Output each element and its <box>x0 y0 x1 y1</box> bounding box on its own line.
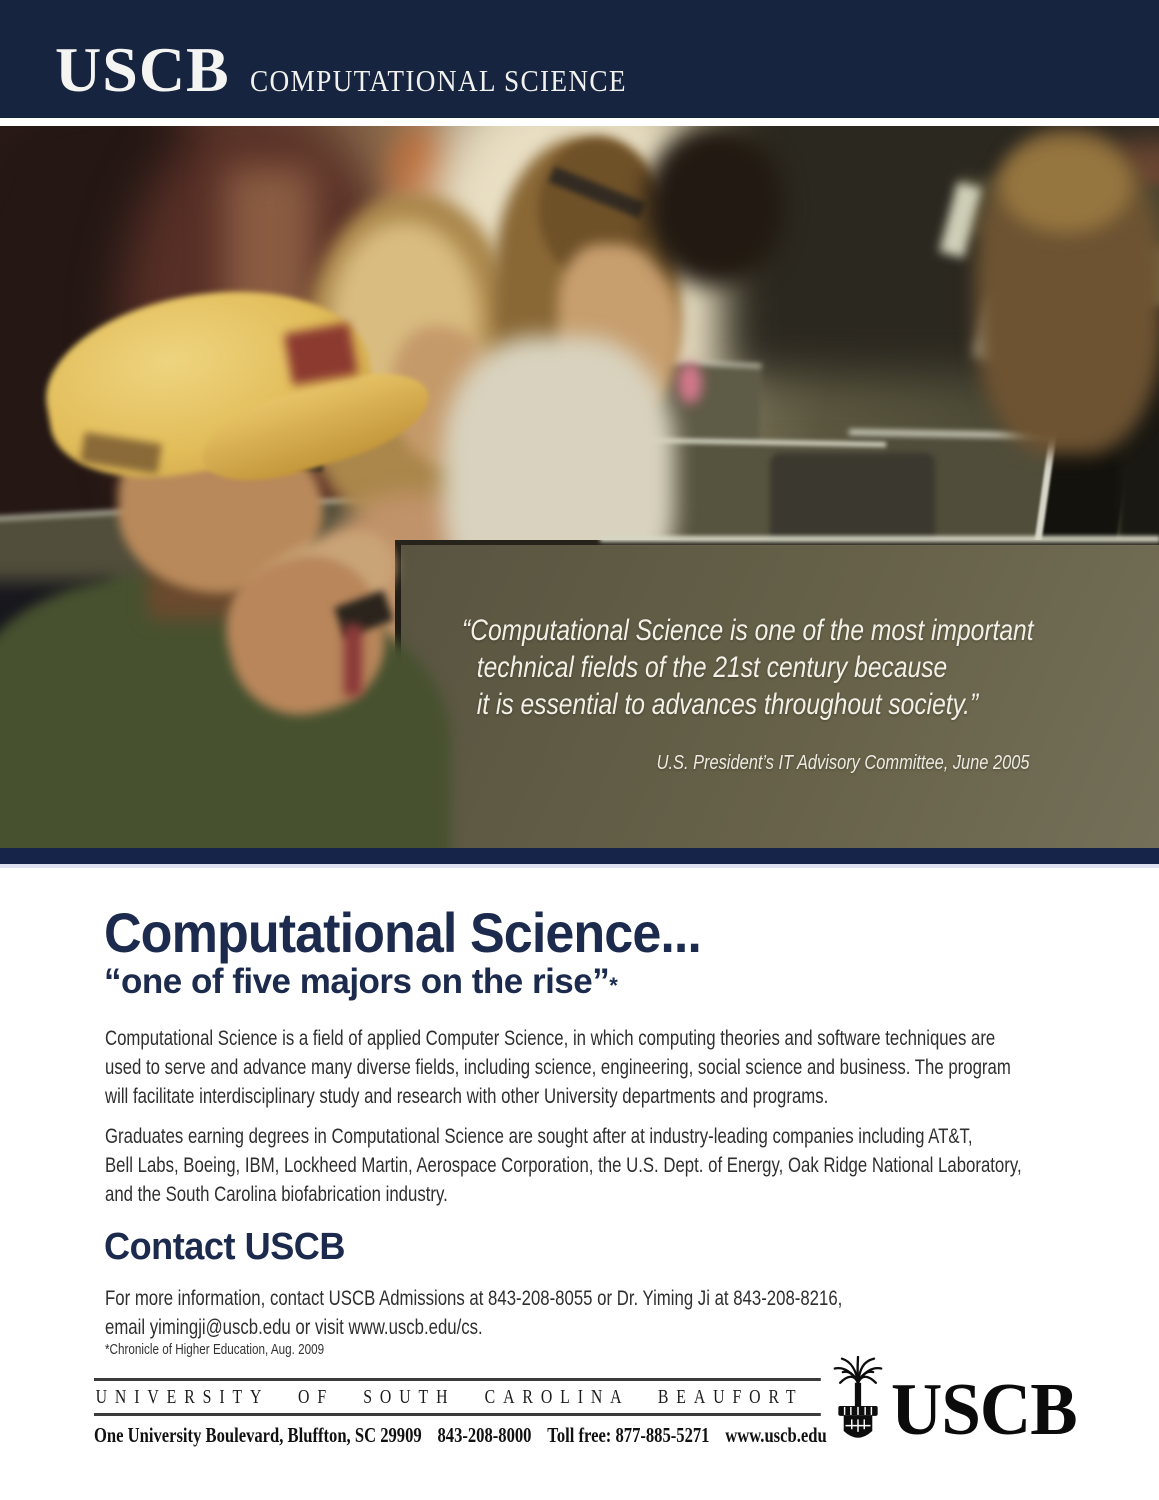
body-text-line: used to serve and advance many diverse fields, including science, engineering, social science and business. The program <box>105 1055 1011 1079</box>
tollfree-text: Toll free: 877-885-5271 <box>547 1423 710 1447</box>
careers-paragraph <box>105 1122 1022 1209</box>
contact-paragraph <box>105 1284 842 1342</box>
footnote: *Chronicle of Higher Education, Aug. 2009 <box>105 1341 325 1358</box>
student-shape <box>678 362 702 404</box>
page-title: Computational Science... <box>104 901 701 964</box>
hero-quote <box>462 612 1036 782</box>
address-line <box>94 1423 827 1448</box>
student-shape <box>645 126 785 286</box>
subtitle-quote-text: “one of five majors on the rise” <box>104 962 610 1001</box>
brand-subtitle: COMPUTATIONAL SCIENCE <box>249 63 627 98</box>
uscb-logo <box>831 1356 1084 1456</box>
student-shape <box>1000 138 1132 233</box>
contact-heading: Contact USCB <box>104 1226 346 1268</box>
website-text: www.uscb.edu <box>725 1423 827 1447</box>
body-text-line: and the South Carolina biofabrication industry. <box>105 1182 448 1206</box>
quote-line: it is essential to advances throughout society.” <box>476 688 979 721</box>
quote-attribution: U.S. President’s IT Advisory Committee, June 2005 <box>656 752 1030 774</box>
body-text-line: will facilitate interdisciplinary study and research with other University departments and programs. <box>105 1084 829 1108</box>
quote-line: “Computational Science is one of the most important <box>462 614 1034 647</box>
divider-bar <box>0 848 1159 864</box>
page-subtitle <box>104 962 617 1002</box>
footer-address-block <box>94 1378 827 1448</box>
divider-bar-highlight <box>0 864 1159 868</box>
quote-line: technical fields of the 21st century because <box>476 651 948 684</box>
street-address-text: One University Boulevard, Bluffton, SC 29909 <box>94 1423 422 1447</box>
masthead <box>0 0 1159 118</box>
intro-paragraph <box>105 1024 1011 1111</box>
body-text-line: Graduates earning degrees in Computational Science are sought after at industry-leading companies including AT&T, <box>105 1124 973 1148</box>
body-text-line: Bell Labs, Boeing, IBM, Lockheed Martin, Aerospace Corporation, the U.S. Dept. of Energy, Oak Ridge National Laboratory, <box>105 1153 1022 1177</box>
contact-line: For more information, contact USCB Admissions at 843-208-8055 or Dr. Yiming Ji at 843-208-8216, <box>105 1286 843 1310</box>
phone-text: 843-208-8000 <box>437 1423 532 1447</box>
footer-rule-bottom <box>94 1413 821 1416</box>
subtitle-asterisk: * <box>609 973 618 998</box>
quote-panel-shape <box>600 536 1159 542</box>
brand-wordmark: USCB <box>55 34 230 105</box>
contact-line: email yimingji@uscb.edu or visit www.uscb.edu/cs. <box>105 1315 483 1339</box>
brand-row <box>55 34 678 105</box>
university-name: UNIVERSITY OF SOUTH CAROLINA BEAUFORT <box>95 1386 804 1408</box>
hero-photo <box>0 126 1159 848</box>
body-text-line: Computational Science is a field of applied Computer Science, in which computing theories and software techniques are <box>105 1026 996 1050</box>
footer-logo-wordmark: USCB <box>891 1369 1077 1451</box>
palmetto-tree-icon <box>831 1356 885 1456</box>
student-shape <box>344 624 362 696</box>
